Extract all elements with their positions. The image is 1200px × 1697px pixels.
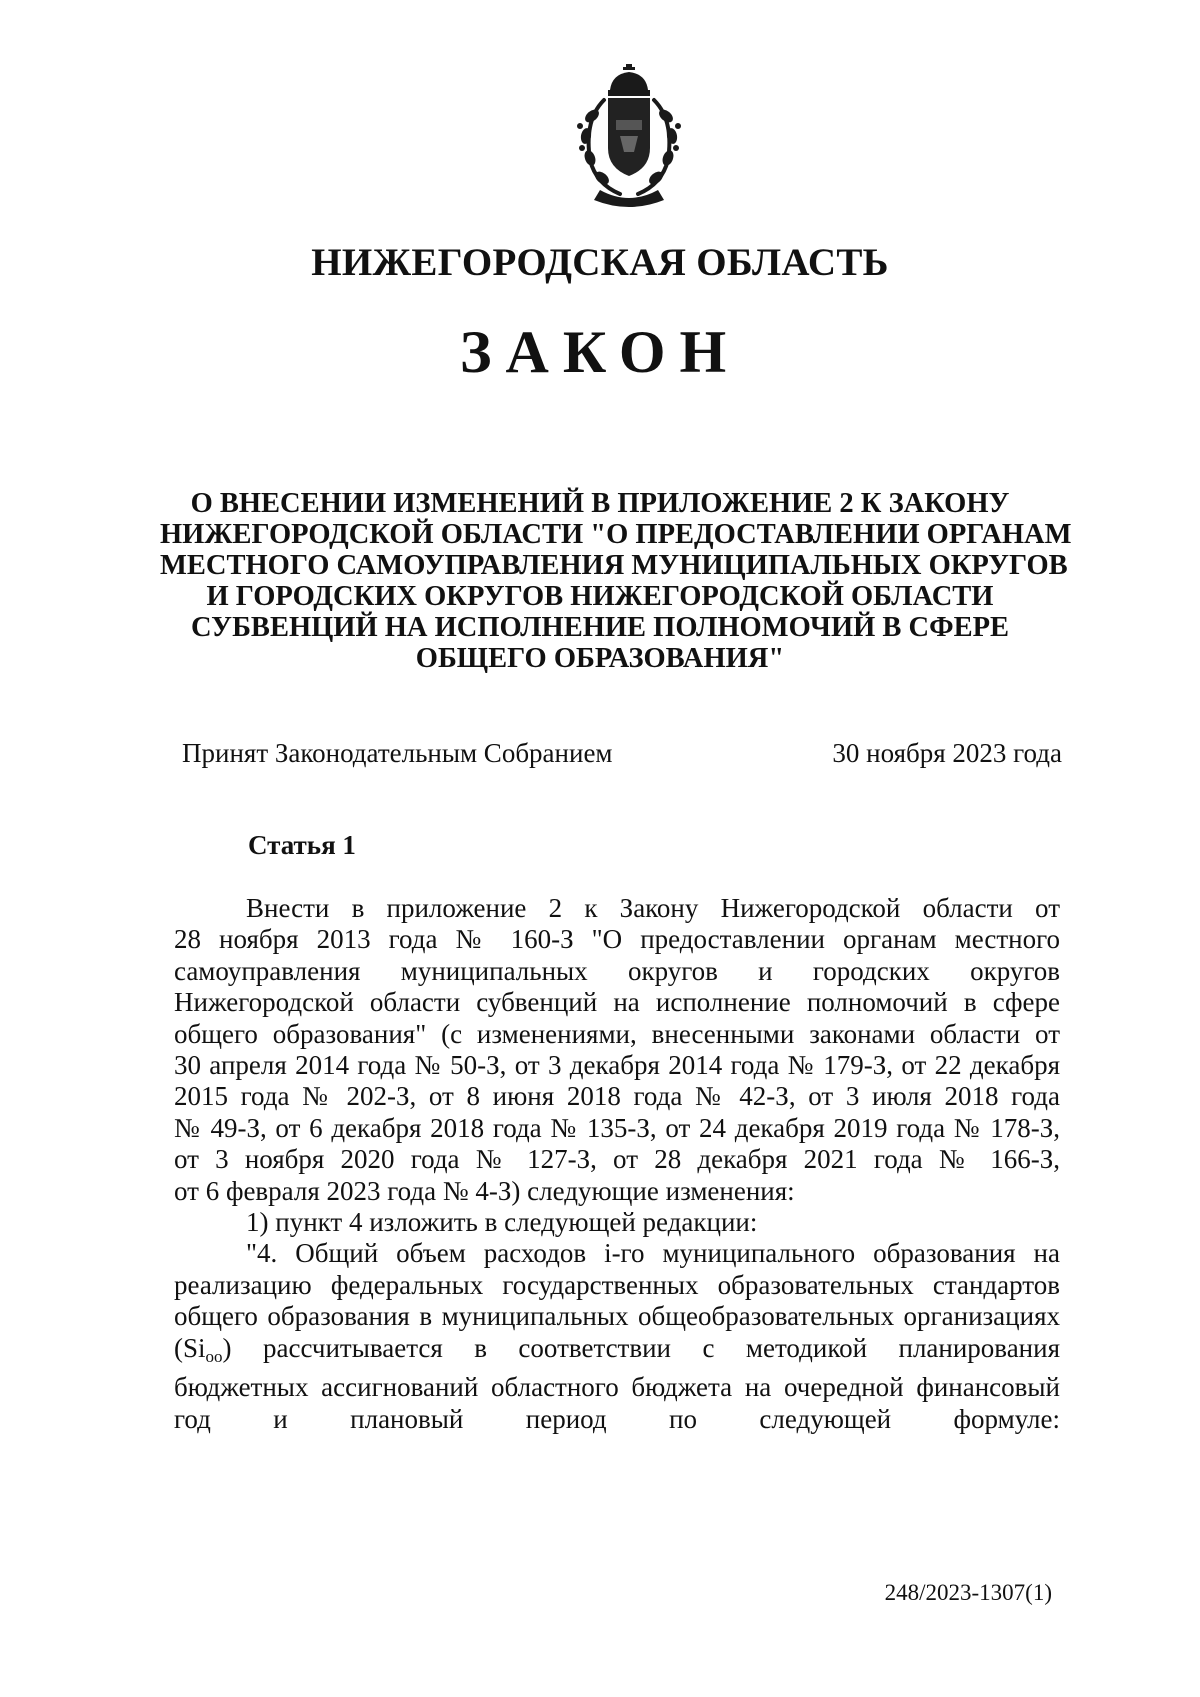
quote-line: год и плановый период по следующей формуле: xyxy=(174,1403,1060,1434)
article-body xyxy=(174,893,1060,1435)
body-line: 30 апреля 2014 года № 50-З, от 3 декабря 2014 года № 179-З, от 22 декабря xyxy=(174,1050,1060,1081)
document-type: ЗАКОН xyxy=(459,319,741,385)
coat-of-arms-icon xyxy=(560,60,700,210)
quote-line: бюджетных ассигнований областного бюджета на очередной финансовый xyxy=(174,1372,1060,1403)
body-line: Нижегородской области субвенций на исполнение полномочий в сфере xyxy=(174,987,1060,1018)
body-line: 2015 года № 202-З, от 8 июня 2018 года № 42-З, от 3 июля 2018 года xyxy=(174,1081,1060,1112)
quote-line-formula-var: $(Si_{оо})$ рассчитывается в соответствии с методикой планирования xyxy=(174,1332,1060,1366)
body-line: от 6 февраля 2023 года № 4-З) следующие изменения: xyxy=(174,1175,795,1206)
quote-line: "4. Общий объем расходов i-го муниципального образования на xyxy=(246,1238,1060,1269)
law-title-line: О ВНЕСЕНИИ ИЗМЕНЕНИЙ В ПРИЛОЖЕНИЕ 2 К ЗАКОНУ xyxy=(190,488,1010,519)
quote-line: реализацию федеральных государственных образовательных стандартов xyxy=(174,1269,1060,1300)
amendment-item: 1) пункт 4 изложить в следующей редакции: xyxy=(246,1207,758,1238)
law-title-line: ОБЩЕГО ОБРАЗОВАНИЯ" xyxy=(415,643,785,674)
body-line: 28 ноября 2013 года № 160-З "О предоставлении органам местного xyxy=(174,924,1060,955)
formula-variable: $(Si_{оо})$ xyxy=(174,1332,232,1366)
body-line: от 3 ноября 2020 года № 127-З, от 28 декабря 2021 года № 166-З, xyxy=(174,1144,1060,1175)
law-title xyxy=(160,488,1072,674)
body-line: № 49-З, от 6 декабря 2018 года № 135-З, от 24 декабря 2019 года № 178-З, xyxy=(174,1112,1060,1143)
law-title-line: МЕСТНОГО САМОУПРАВЛЕНИЯ МУНИЦИПАЛЬНЫХ ОКРУГОВ xyxy=(160,550,1068,581)
body-line: Внести в приложение 2 к Закону Нижегородской области от xyxy=(246,893,1060,923)
law-title-line: И ГОРОДСКИХ ОКРУГОВ НИЖЕГОРОДСКОЙ ОБЛАСТИ xyxy=(206,581,994,612)
body-line: общего образования" (с изменениями, внесенными законами области от xyxy=(174,1018,1060,1049)
law-title-line: СУБВЕНЦИЙ НА ИСПОЛНЕНИЕ ПОЛНОМОЧИЙ В СФЕРЕ xyxy=(190,612,1010,643)
adoption-row xyxy=(182,738,1062,769)
document-code: 248/2023-1307(1) xyxy=(884,1580,1052,1605)
adoption-label: Принят Законодательным Собранием xyxy=(182,738,613,768)
region-name: НИЖЕГОРОДСКАЯ ОБЛАСТЬ xyxy=(311,241,889,284)
law-title-line: НИЖЕГОРОДСКОЙ ОБЛАСТИ "О ПРЕДОСТАВЛЕНИИ ОРГАНАМ xyxy=(160,519,1072,550)
adoption-date: 30 ноября 2023 года xyxy=(832,738,1062,768)
quote-line: общего образования в муниципальных общеобразовательных организациях xyxy=(174,1301,1060,1332)
body-line: самоуправления муниципальных округов и городских округов xyxy=(174,955,1060,986)
article-heading: Статья 1 xyxy=(248,830,356,860)
